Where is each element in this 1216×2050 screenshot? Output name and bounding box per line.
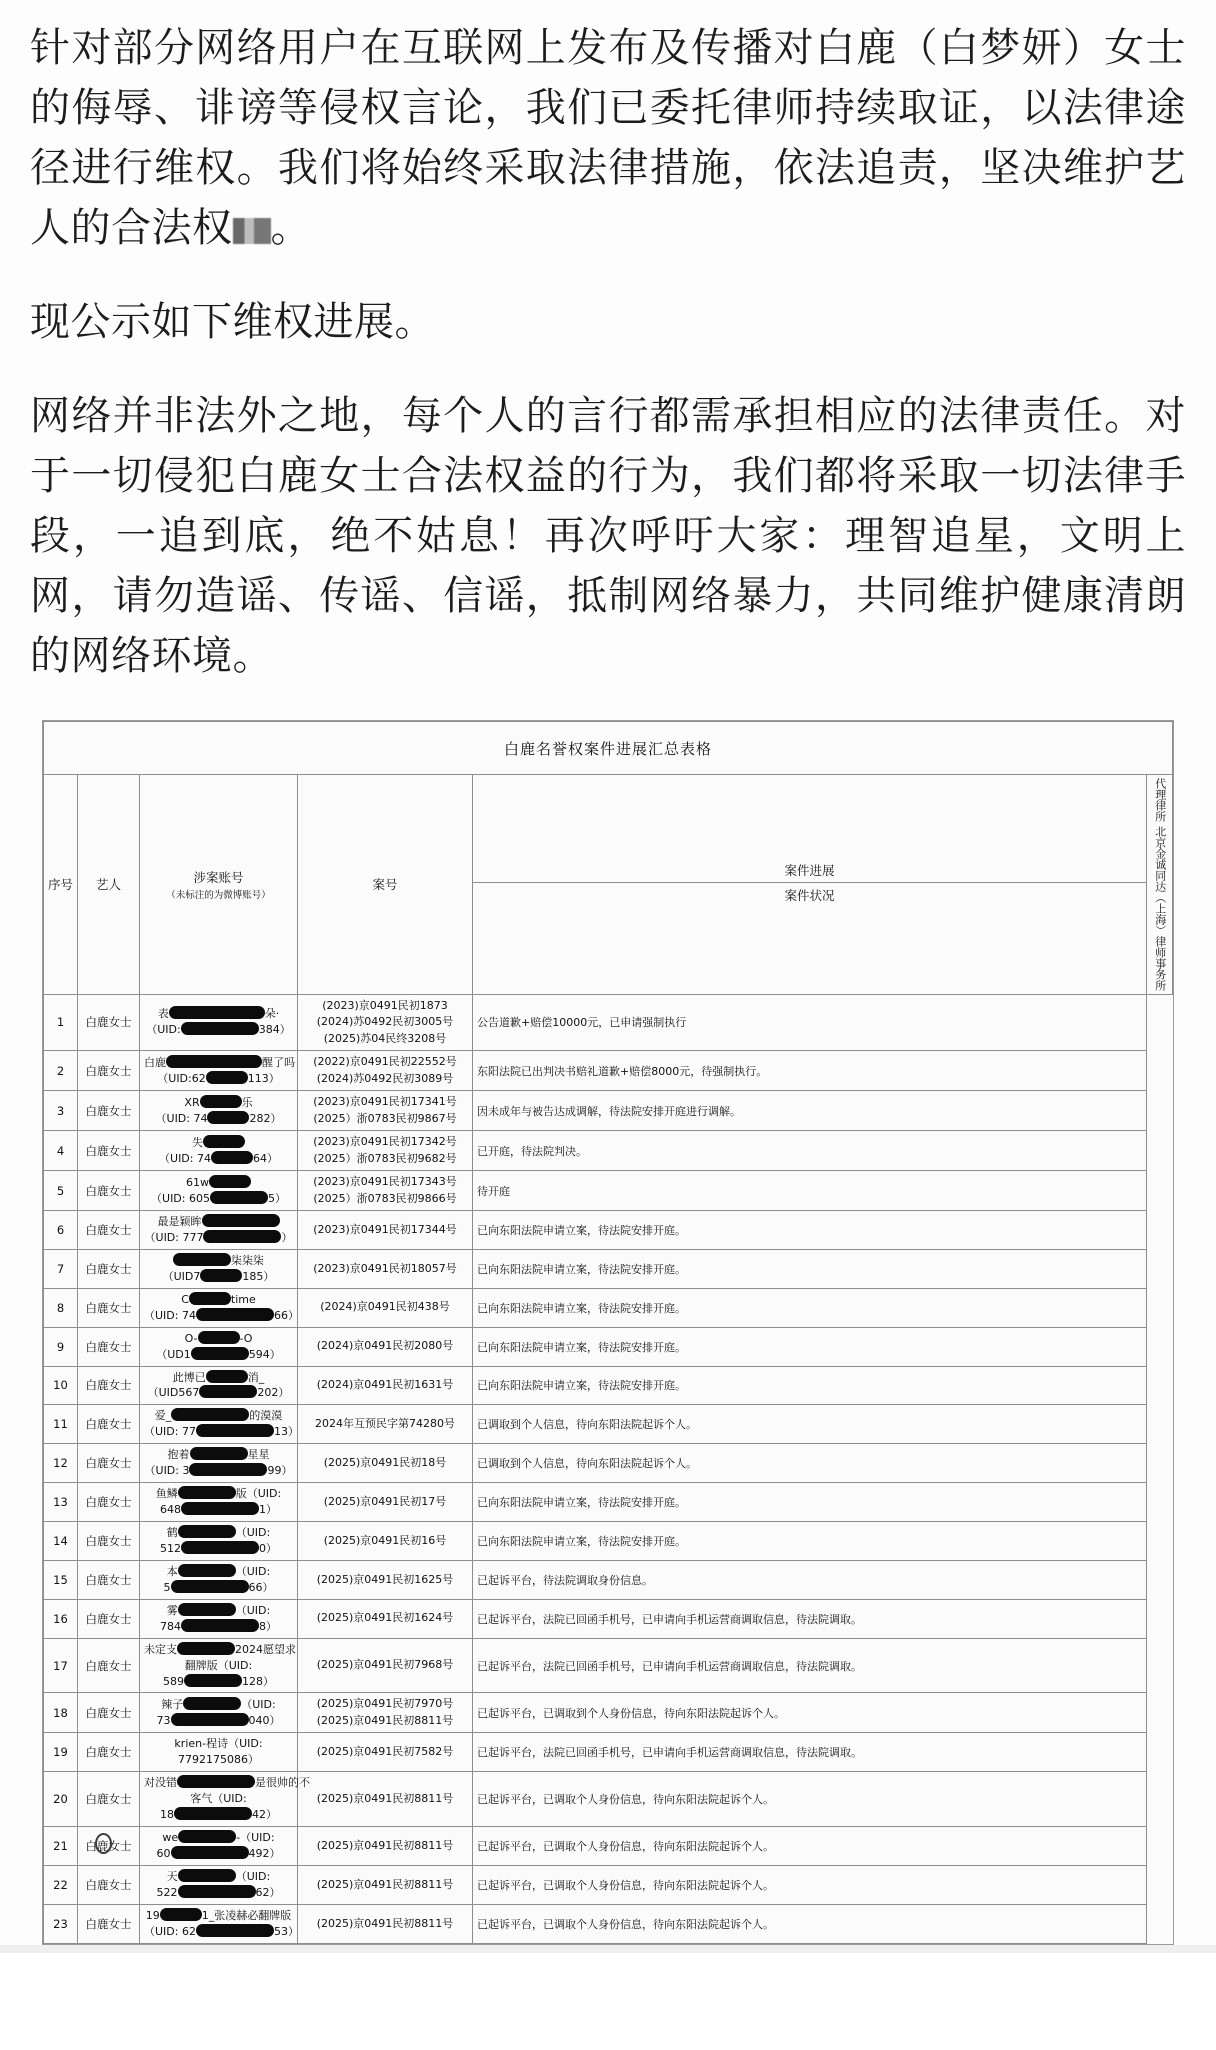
cell-artist: 白鹿女士 [78,1522,140,1561]
redaction-block [198,1331,240,1344]
cell-account [140,1211,298,1250]
table-row [44,1051,1173,1091]
cell-artist: 白鹿女士 [78,1211,140,1250]
cell-case-number [298,1693,473,1733]
account-line: 翻牌版（UID: [184,1658,253,1672]
cell-artist: 白鹿女士 [78,1051,140,1091]
cell-case-status: 已起诉平台，待法院调取身份信息。 [473,1560,1147,1599]
case-number-line: (2024)京0491民初438号 [320,1300,450,1314]
cell-case-status: 已向东阳法院申请立案，待法院安排开庭。 [473,1522,1147,1561]
cell-index: 5 [44,1171,78,1211]
account-line: 未定支 2024愿望求 [144,1642,296,1656]
redaction-block [184,1674,242,1687]
cell-case-number [298,1733,473,1772]
account-line: 失 [144,1135,293,1151]
table-row [44,1483,1173,1522]
table-row [44,1693,1173,1733]
cell-index: 1 [44,994,78,1051]
redaction-block [196,1924,274,1937]
table-row [44,1327,1173,1366]
cell-case-status: 已起诉平台，法院已回函手机号，已申请向手机运营商调取信息，待法院调取。 [473,1638,1147,1693]
account-line: we -（UID: [162,1831,275,1845]
cell-index: 14 [44,1522,78,1561]
cell-artist: 白鹿女士 [78,1444,140,1483]
case-number-line: (2024)苏0492民初3089号 [316,1071,454,1085]
cell-account [140,1131,298,1171]
cell-artist: 白鹿女士 [78,1827,140,1866]
cell-index: 3 [44,1091,78,1131]
cell-index: 22 [44,1866,78,1905]
cell-artist: 白鹿女士 [78,1131,140,1171]
account-line: 784 8） [160,1619,277,1633]
account-line: XR 乐 [184,1095,253,1109]
case-number-line: (2025)苏04民终3208号 [323,1031,447,1045]
cell-index: 8 [44,1288,78,1327]
redaction-block [178,1885,256,1898]
case-number-line: (2025）浙0783民初9682号 [313,1151,457,1165]
cell-index: 16 [44,1599,78,1638]
redaction-block [206,1071,248,1084]
cell-artist: 白鹿女士 [78,1693,140,1733]
account-line: 表 朵· [157,1007,280,1021]
cell-artist: 白鹿女士 [78,1638,140,1693]
cell-case-number [298,1599,473,1638]
cell-case-number [298,1249,473,1288]
redaction-block [177,1775,255,1788]
case-number-line: (2023)京0491民初17344号 [313,1222,457,1236]
cell-index: 12 [44,1444,78,1483]
redaction-block [200,1095,242,1108]
case-number-line: (2024)苏0492民初3005号 [316,1015,454,1028]
cell-case-number [298,1866,473,1905]
header-account-main: 涉案账号 [193,869,244,885]
cell-artist: 白鹿女士 [78,1171,140,1211]
cell-case-number [298,1288,473,1327]
header-progress [473,775,1147,995]
account-line: 19 1_张凌赫必翻牌版 [145,1908,292,1922]
table-header-row [44,775,1173,995]
cell-artist: 白鹿女士 [78,1599,140,1638]
table-row [44,1866,1173,1905]
cell-case-number [298,1405,473,1444]
header-index: 序号 [44,775,78,995]
page-bottom-edge [0,1945,1216,1953]
cell-account [140,1405,298,1444]
cell-index: 17 [44,1638,78,1693]
account-line: 此博已 消_ [172,1370,265,1384]
cell-case-status: 已向东阳法院申请立案，待法院安排开庭。 [473,1366,1147,1405]
table-row [44,1772,1173,1827]
cell-index: 10 [44,1366,78,1405]
cell-case-status: 待开庭 [473,1171,1147,1211]
case-number-line: (2023)京0491民初17342号 [313,1135,457,1148]
account-line: 鱼鳞 版（UID: [155,1487,282,1501]
cell-case-number [298,1772,473,1827]
account-line: （UID: 3 99） [144,1464,293,1478]
cell-account [140,1444,298,1483]
redaction-block [181,1502,259,1515]
cell-case-number [298,1171,473,1211]
redaction-block [181,1541,259,1554]
table-row [44,1733,1173,1772]
statement-paragraph-1-text: 针对部分网络用户在互联网上发布及传播对白鹿（白梦妍）女士的侮辱、诽谤等侵权言论，我们已委托律师持续取证，以法律途径进行维权。我们将始终采取法律措施，依法追责，坚决维护艺人的合法权 。 [30,25,1186,251]
account-line: 648 1） [160,1503,277,1517]
redaction-block [183,1697,241,1710]
cell-case-status: 已向东阳法院申请立案，待法院安排开庭。 [473,1211,1147,1250]
account-line: C time [181,1292,256,1306]
cell-index: 6 [44,1211,78,1250]
cell-case-number [298,1522,473,1561]
case-number-line: (2025)京0491民初8811号 [316,1877,454,1891]
cell-artist: 白鹿女士 [78,1483,140,1522]
cell-case-status: 已向东阳法院申请立案，待法院安排开庭。 [473,1483,1147,1522]
statement-paragraph-2 [30,292,1186,352]
cell-index: 15 [44,1560,78,1599]
case-number-line: (2024)京0491民初1631号 [316,1378,454,1392]
cell-account [140,994,298,1051]
account-line: 最是颖眸 [144,1214,293,1230]
cell-account [140,1249,298,1288]
cell-artist: 白鹿女士 [78,1866,140,1905]
cell-account [140,1091,298,1131]
cell-case-number [298,1366,473,1405]
redaction-block [191,1347,249,1360]
cell-artist: 白鹿女士 [78,1249,140,1288]
redaction-block [202,1214,280,1227]
table-row [44,1444,1173,1483]
redaction-block [203,1135,245,1148]
cell-account [140,1693,298,1733]
table-row [44,1249,1173,1288]
case-number-line: (2025)京0491民初1625号 [316,1572,454,1586]
table-row [44,1131,1173,1171]
cell-case-status: 已起诉平台，已调取个人身份信息，待向东阳法院起诉个人。 [473,1827,1147,1866]
cell-case-status: 已起诉平台，已调取到个人身份信息，待向东阳法院起诉个人。 [473,1693,1147,1733]
redaction-block [171,1846,249,1859]
cell-artist: 白鹿女士 [78,1405,140,1444]
account-line: 对没错 是很帅的不 [144,1776,310,1790]
cell-case-status: 已调取到个人信息，待向东阳法院起诉个人。 [473,1405,1147,1444]
table-row [44,1171,1173,1211]
case-number-line: (2025)京0491民初8811号 [316,1838,454,1852]
cell-case-status: 因未成年与被告达成调解，待法院安排开庭进行调解。 [473,1091,1147,1131]
cell-artist: 白鹿女士 [78,1366,140,1405]
redaction-block [199,1385,257,1398]
statement-paragraph-3-text: 网络并非法外之地，每个人的言行都需承担相应的法律责任。对于一切侵犯白鹿女士合法权益的行为，我们都将采取一切法律手段，一追到底，绝不姑息！再次呼吁大家：理智追星，文明上网，请勿造谣、传谣、信谣，抵制网络暴力，共同维护健康清朗的网络环境。 [30,393,1186,679]
account-line: 客气（UID: [190,1792,247,1806]
cell-artist: 白鹿女士 [78,1904,140,1943]
cell-artist: 白鹿女士 [78,1327,140,1366]
case-number-line: (2025）浙0783民初9867号 [313,1111,457,1125]
case-number-line: (2025)京0491民初1624号 [316,1611,454,1625]
cell-index: 23 [44,1904,78,1943]
cell-index: 21 [44,1827,78,1866]
case-number-line: (2022)京0491民初22552号 [313,1055,457,1068]
cell-artist: 白鹿女士 [78,1288,140,1327]
case-number-line: (2025)京0491民初7582号 [316,1745,454,1759]
cell-account [140,1599,298,1638]
table-row [44,1638,1173,1693]
cell-case-status: 已起诉平台，已调取个人身份信息，待向东阳法院起诉个人。 [473,1772,1147,1827]
case-number-line: (2025)京0491民初16号 [323,1533,447,1547]
cell-index: 18 [44,1693,78,1733]
account-line: 爱_ 的漠漠 [154,1409,283,1423]
header-artist: 艺人 [78,775,140,995]
redaction-block [173,1253,231,1266]
case-number-line: (2024)京0491民初2080号 [316,1339,454,1353]
statement-paragraph-3 [30,386,1186,686]
redaction-block [196,1308,274,1321]
table-row [44,1827,1173,1866]
law-firm-label: 代理律所 [1153,778,1167,822]
cell-case-number [298,1327,473,1366]
account-line: 73 040） [156,1713,281,1727]
case-number-line: (2023)京0491民初18057号 [313,1261,457,1275]
cell-artist: 白鹿女士 [78,1772,140,1827]
cell-index: 11 [44,1405,78,1444]
case-number-line: (2025)京0491民初8811号 [316,1916,454,1930]
account-line: 522 62） [156,1885,281,1899]
case-progress-table [43,721,1173,1944]
account-line: 抱着 星星 [167,1448,270,1462]
cell-account [140,1904,298,1943]
redaction-block [178,1486,236,1499]
account-line: 5 66） [163,1580,274,1594]
cell-case-number [298,1444,473,1483]
cell-case-number [298,1638,473,1693]
cell-case-status: 已开庭，待法院判决。 [473,1131,1147,1171]
table-title-row [44,722,1173,775]
cell-case-number [298,994,473,1051]
case-number-line: (2025)京0491民初8811号 [316,1713,454,1727]
account-line: （UID:62 113） [157,1071,280,1085]
redaction-block [209,1175,251,1188]
cell-index: 4 [44,1131,78,1171]
table-row [44,1366,1173,1405]
header-case-status: 案件状况 [784,888,835,904]
cell-account [140,1560,298,1599]
redaction-block [171,1580,249,1593]
redaction-block [196,1424,274,1437]
cell-case-status: 已向东阳法院申请立案，待法院安排开庭。 [473,1288,1147,1327]
cell-case-status: 已向东阳法院申请立案，待法院安排开庭。 [473,1249,1147,1288]
table-row [44,1904,1173,1943]
cell-case-number [298,1904,473,1943]
case-progress-table-container [42,720,1174,1945]
account-line: 鹤 （UID: [166,1526,271,1539]
header-law-firm [1146,775,1172,995]
account-line: （UID: 384） [146,1023,291,1037]
account-line: 61w [144,1175,293,1191]
redaction-block [166,1055,262,1068]
cell-account [140,1288,298,1327]
statement-paragraph-1 [30,18,1186,258]
redaction-block [203,1230,281,1243]
redaction-block [178,1525,236,1538]
cell-index: 2 [44,1051,78,1091]
cell-index: 9 [44,1327,78,1366]
table-row [44,1211,1173,1250]
redaction-block [178,1603,236,1616]
cell-account [140,1827,298,1866]
table-title: 白鹿名誉权案件进展汇总表格 [44,722,1173,775]
cell-account [140,1171,298,1211]
account-line: （UID: 74 64） [159,1151,278,1165]
cell-case-number [298,1091,473,1131]
account-line: 本 （UID: [166,1564,271,1578]
account-line: （UID: 74 282） [155,1111,282,1125]
cell-case-number [298,1131,473,1171]
account-line: （UID: 605 5） [151,1191,286,1205]
redaction-block [171,1713,249,1726]
redaction-block [178,1869,236,1882]
table-body [44,994,1173,1943]
case-number-line: (2025)京0491民初7970号 [316,1697,454,1711]
table-row [44,1288,1173,1327]
header-case-no: 案号 [298,775,473,995]
cell-case-status: 东阳法院已出判决书赔礼道歉+赔偿8000元，待强制执行。 [473,1051,1147,1091]
account-line: （UID: 74 66） [144,1308,299,1322]
redaction-block [190,1447,248,1460]
case-number-line: (2023)京0491民初1873 [322,998,448,1012]
cell-index: 13 [44,1483,78,1522]
table-row [44,1091,1173,1131]
account-line: 白鹿 醒了吗 [144,1055,295,1069]
header-account-note: （未标注的为微博账号） [166,889,271,901]
redaction-block [207,1111,249,1124]
case-number-line: (2023)京0491民初17343号 [313,1175,457,1188]
cell-account [140,1051,298,1091]
account-line: 589 128） [163,1674,274,1688]
cell-case-number [298,1560,473,1599]
statement-section [0,0,1216,686]
case-number-line: (2023)京0491民初17341号 [313,1095,457,1108]
redaction-block [177,1642,235,1655]
account-line: （UID: 62 53） [144,1924,299,1938]
cell-index: 7 [44,1249,78,1288]
cell-index: 20 [44,1772,78,1827]
redaction-block [169,1006,265,1019]
redaction-block [171,1408,249,1421]
redaction-block [210,1191,268,1204]
case-number-line: (2025)京0491民初8811号 [316,1791,454,1805]
cell-case-number [298,1827,473,1866]
cell-artist: 白鹿女士 [78,994,140,1051]
account-line: 60 492） [156,1847,281,1861]
cell-account [140,1866,298,1905]
cell-case-status: 已向东阳法院申请立案，待法院安排开庭。 [473,1327,1147,1366]
table-row [44,1522,1173,1561]
redaction-block [189,1463,267,1476]
cell-account [140,1638,298,1693]
case-number-line: (2025)京0491民初18号 [323,1455,447,1469]
cell-case-status: 已起诉平台，已调取个人身份信息，待向东阳法院起诉个人。 [473,1866,1147,1905]
account-line: 7792175086） [178,1753,259,1767]
cell-artist: 白鹿女士 [78,1733,140,1772]
redaction-block [181,1022,259,1035]
cell-case-status: 已起诉平台，法院已回函手机号，已申请向手机运营商调取信息，待法院调取。 [473,1733,1147,1772]
table-row [44,994,1173,1051]
redaction-block [174,1807,252,1820]
case-number-line: (2025)京0491民初7968号 [316,1658,454,1672]
cell-case-status: 已起诉平台，法院已回函手机号，已申请向手机运营商调取信息，待法院调取。 [473,1599,1147,1638]
cell-artist: 白鹿女士 [78,1560,140,1599]
cell-account [140,1733,298,1772]
header-progress-main: 案件进展 [473,861,1146,883]
account-line: 辣子 （UID: [161,1698,276,1711]
account-line: 512 0） [160,1541,277,1555]
account-line: 天 （UID: [166,1870,271,1883]
redaction-block [233,218,271,244]
redaction-block [211,1151,253,1164]
account-line: （UID7 185） [162,1269,275,1283]
case-number-line: (2025)京0491民初17号 [323,1494,447,1508]
redaction-block [189,1292,231,1305]
cell-case-number [298,1483,473,1522]
cell-case-status: 已起诉平台，已调取个人身份信息，待向东阳法院起诉个人。 [473,1904,1147,1943]
cell-account [140,1327,298,1366]
case-number-line: (2025）浙0783民初9866号 [313,1191,457,1205]
account-line: （UD1 594） [156,1347,281,1361]
redaction-block [160,1908,202,1921]
cell-account [140,1522,298,1561]
account-line: 18 42） [160,1808,277,1822]
redaction-block [206,1370,248,1383]
redaction-block [181,1619,259,1632]
cell-artist: 白鹿女士 [78,1091,140,1131]
account-line: krien-程诗（UID: [174,1737,263,1751]
account-line: 柒柒柒 [144,1253,293,1269]
table-row [44,1560,1173,1599]
account-line: O- -O [184,1331,253,1345]
table-row [44,1405,1173,1444]
cell-index: 19 [44,1733,78,1772]
header-account [140,775,298,995]
cell-case-number [298,1051,473,1091]
statement-paragraph-2-text: 现公示如下维权进展。 [30,299,435,345]
case-number-line: 2024年互预民字第74280号 [315,1417,455,1431]
cell-account [140,1366,298,1405]
account-line: （UID: 777 ） [144,1230,293,1244]
cell-account [140,1772,310,1827]
cell-case-status: 已调取到个人信息，待向东阳法院起诉个人。 [473,1444,1147,1483]
law-firm-value: 北京金诚同达（上海）律师事务所 [1153,825,1167,991]
redaction-block [200,1269,242,1282]
account-line: （UID: 77 13） [144,1425,299,1439]
cell-case-status: 公告道歉+赔偿10000元，已申请强制执行 [473,994,1147,1051]
cell-case-number [298,1211,473,1250]
account-line: 雾 （UID: [166,1603,271,1617]
redaction-block [178,1830,236,1843]
redaction-block [178,1564,236,1577]
account-line: （UID567 202） [147,1386,290,1400]
cell-account [140,1483,298,1522]
table-row [44,1599,1173,1638]
